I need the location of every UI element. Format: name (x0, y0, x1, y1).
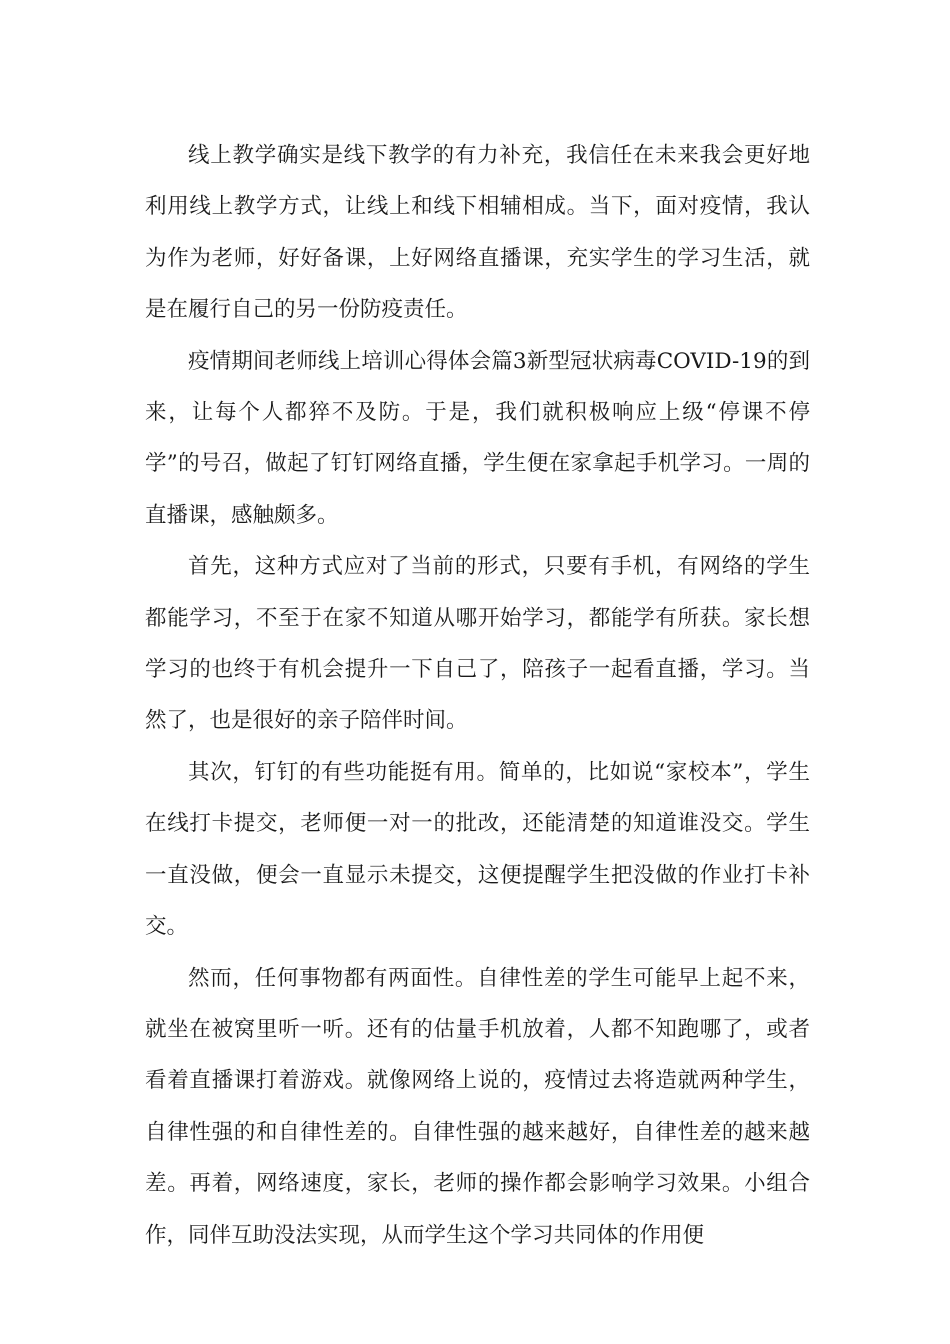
paragraph-4: 其次，钉钉的有些功能挺有用。简单的，比如说“家校本”，学生在线打卡提交，老师便一对一的批改，还能清楚的知道谁没交。学生一直没做，便会一直显示未提交，这便提醒学生把没做的作业打卡补交。 (145, 759, 810, 940)
paragraph-1: 线上教学确实是线下教学的有力补充，我信任在未来我会更好地利用线上教学方式，让线上和线下相辅相成。当下，面对疫情，我认为作为老师，好好备课，上好网络直播课，充实学生的学习生活，就是在履行自己的另一份防疫责任。 (145, 143, 810, 323)
paragraph-2: 疫情期间老师线上培训心得体会篇3新型冠状病毒COVID-19的到来，让每个人都猝不及防。于是，我们就积极响应上级“停课不停学”的号召，做起了钉钉网络直播，学生便在家拿起手机学习。一周的直播课，感触颇多。 (145, 348, 810, 528)
paragraph-5: 然而，任何事物都有两面性。自律性差的学生可能早上起不来，就坐在被窝里听一听。还有的估量手机放着，人都不知跑哪了，或者看着直播课打着游戏。就像网络上说的，疫情过去将造就两种学生，自律性强的和自律性差的。自律性强的越来越好，自律性差的越来越差。再着，网络速度，家长，老师的操作都会影响学习效果。小组合作，同伴互助没法实现，从而学生这个学习共同体的作用便 (145, 965, 810, 1248)
document-body (145, 130, 810, 1261)
paragraph-3: 首先，这种方式应对了当前的形式，只要有手机，有网络的学生都能学习，不至于在家不知道从哪开始学习，都能学有所获。家长想学习的也终于有机会提升一下自己了，陪孩子一起看直播，学习。当然了，也是很好的亲子陪伴时间。 (145, 554, 810, 734)
